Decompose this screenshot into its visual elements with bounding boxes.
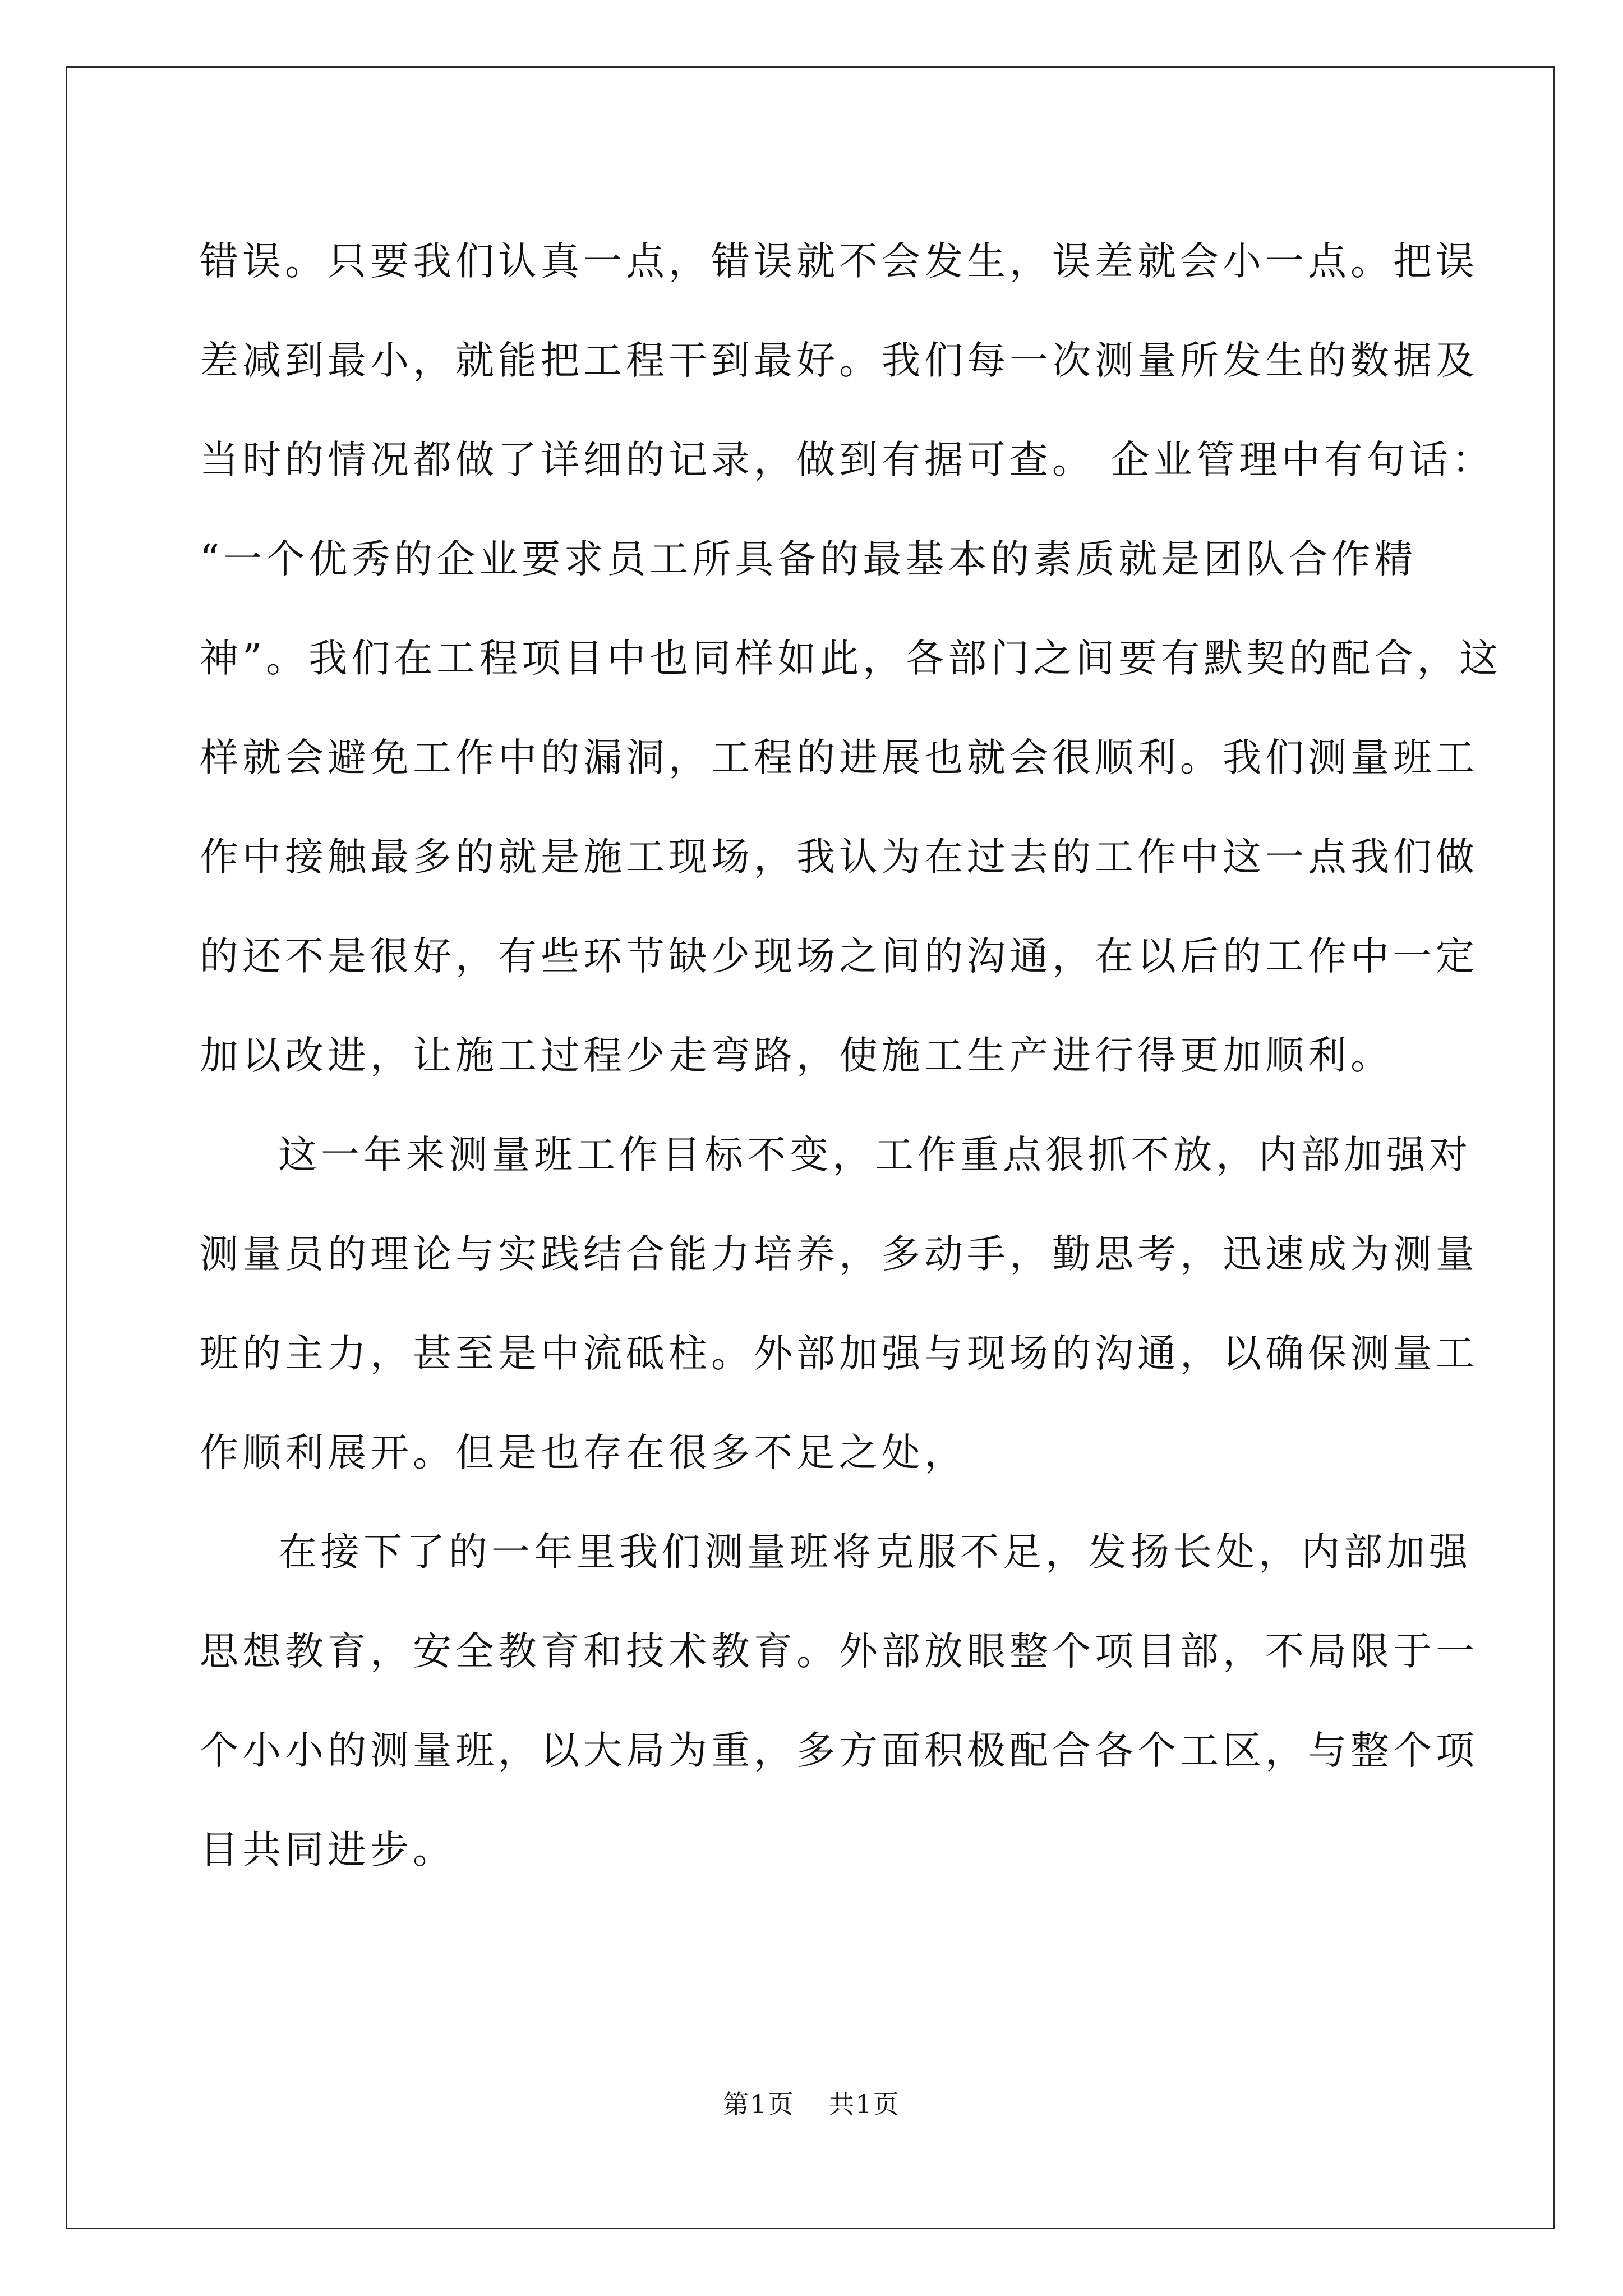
text-line: 当时的情况都做了详细的记录，做到有据可查。 企业管理中有句话：	[200, 438, 1495, 482]
text-line: 差减到最小，就能把工程干到最好。我们每一次测量所发生的数据及	[200, 338, 1478, 383]
text-line: 目共同进步。	[200, 1828, 455, 1872]
text-line: “一个优秀的企业要求员工所具备的最基本的素质就是团队合作精	[200, 537, 1417, 582]
text-line: 神”。我们在工程项目中也同样如此，各部门之间要有默契的配合，这	[200, 636, 1502, 681]
text-line: 作顺利展开。但是也存在很多不足之处，	[200, 1430, 967, 1475]
paragraph-start-line: 这一年来测量班工作目标不变，工作重点狠抓不放，内部加强对	[278, 1133, 1472, 1177]
text-line: 加以改进，让施工过程少走弯路，使施工生产进行得更加顺利。	[200, 1033, 1393, 1078]
text-line: 错误。只要我们认真一点，错误就不会发生，误差就会小一点。把误	[200, 239, 1478, 284]
page-number-current: 第1页	[723, 2089, 795, 2119]
page-footer	[0, 2084, 1623, 2121]
paragraph-start-line: 在接下了的一年里我们测量班将克服不足，发扬长处，内部加强	[278, 1530, 1472, 1575]
text-line: 的还不是很好，有些环节缺少现场之间的沟通，在以后的工作中一定	[200, 934, 1478, 979]
text-line: 思想教育，安全教育和技术教育。外部放眼整个项目部，不局限于一	[200, 1629, 1478, 1674]
text-line: 样就会避免工作中的漏洞，工程的进展也就会很顺利。我们测量班工	[200, 735, 1478, 780]
document-body	[200, 212, 1502, 1900]
text-line: 班的主力，甚至是中流砥柱。外部加强与现场的沟通，以确保测量工	[200, 1331, 1478, 1376]
text-line: 作中接触最多的就是施工现场，我认为在过去的工作中这一点我们做	[200, 835, 1478, 880]
page-number-total: 共1页	[828, 2089, 900, 2119]
text-line: 测量员的理论与实践结合能力培养，多动手，勤思考，迅速成为测量	[200, 1232, 1478, 1277]
text-line: 个小小的测量班，以大局为重，多方面积极配合各个工区，与整个项	[200, 1728, 1478, 1773]
